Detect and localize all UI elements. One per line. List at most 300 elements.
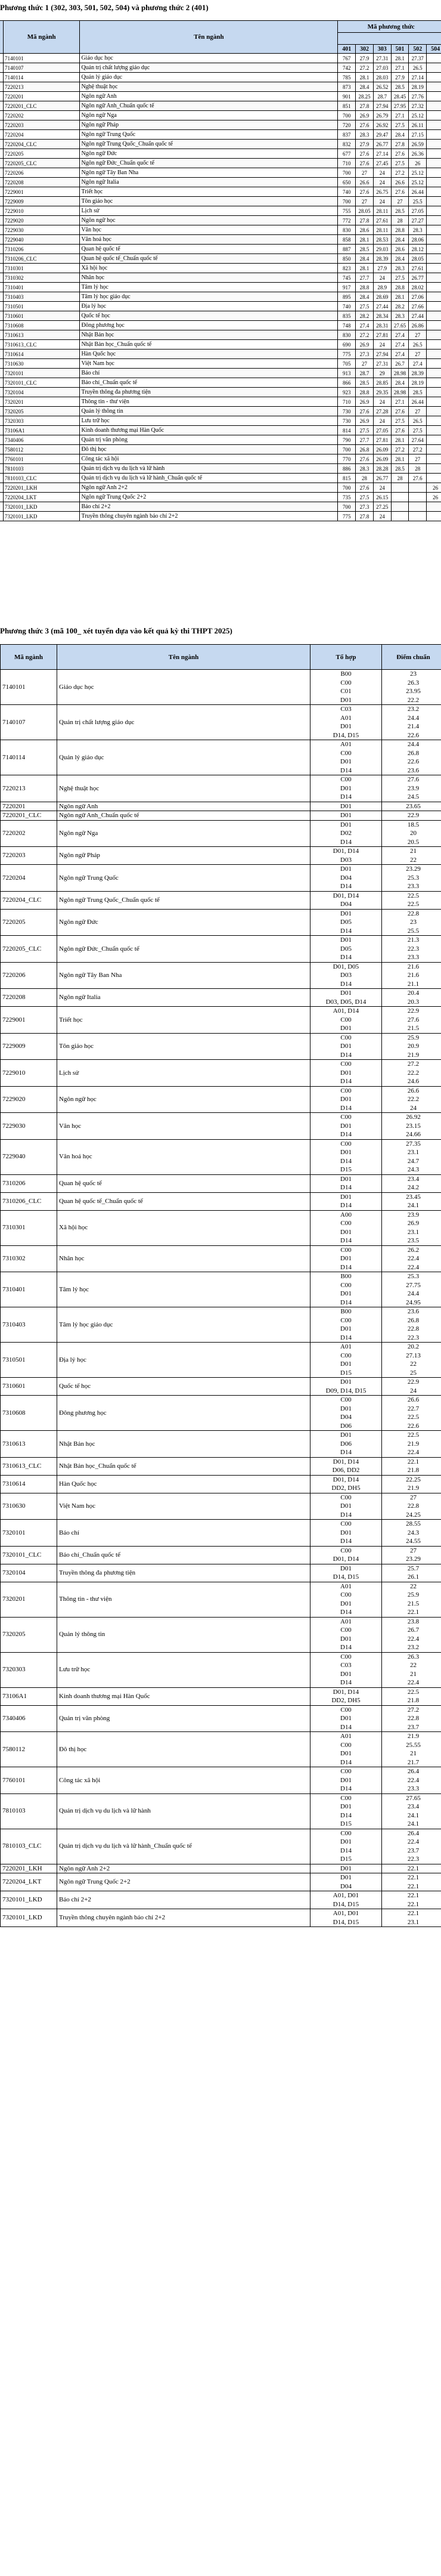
score-cell xyxy=(427,187,441,197)
diem-chuan-value: 27.75 xyxy=(406,1281,421,1289)
to-hop-cell xyxy=(310,1909,382,1927)
to-hop-value: C01 xyxy=(340,688,352,695)
ma-nganh-cell: 7310613_CLC xyxy=(1,1457,57,1475)
score-cell: 24 xyxy=(373,512,391,521)
table-row xyxy=(0,311,441,321)
ma-nganh-cell: 7220208 xyxy=(3,178,80,187)
ten-nganh-cell: Ngôn ngữ Nga xyxy=(80,111,338,120)
ten-nganh-cell: Ngôn ngữ Trung Quốc 2+2 xyxy=(57,1873,310,1891)
header-ma-phuong-thuc: Mã phương thức xyxy=(338,21,441,33)
diem-chuan-value: 26.2 xyxy=(407,1246,420,1254)
score-cell: 27.8 xyxy=(391,140,409,149)
diem-chuan-value: 25.9 xyxy=(407,1034,420,1041)
score-cell: 26.9 xyxy=(356,340,374,350)
table-row xyxy=(0,140,441,149)
to-hop-value: C00 xyxy=(340,1626,352,1634)
ten-nganh-cell: Ngôn ngữ Anh_Chuẩn quốc tế xyxy=(57,811,310,821)
diem-chuan-value: 22.2 xyxy=(407,696,420,704)
ten-nganh-cell: Ngôn ngữ Anh xyxy=(57,802,310,811)
score-cell: 887 xyxy=(338,245,356,254)
table-row xyxy=(0,130,441,140)
header-ten-nganh: Tên ngành xyxy=(57,645,310,670)
to-hop-value: D03 xyxy=(340,856,352,864)
score-cell: 27 xyxy=(409,330,427,340)
score-cell: 29.03 xyxy=(373,245,391,254)
table-row xyxy=(0,512,441,521)
to-hop-value: D06, DD2 xyxy=(332,1467,360,1474)
score-cell: 790 xyxy=(338,435,356,445)
diem-chuan-value: 21.9 xyxy=(407,1440,420,1448)
score-cell xyxy=(427,54,441,63)
to-hop-value: D15 xyxy=(340,1856,352,1863)
score-cell: 27.9 xyxy=(356,54,374,63)
diem-chuan-cell xyxy=(382,1767,441,1794)
table-row xyxy=(0,1139,441,1174)
score-cell: 28.1 xyxy=(391,292,409,302)
diem-chuan-value: 24.4 xyxy=(407,1290,420,1297)
to-hop-value: D01 xyxy=(340,1069,352,1077)
score-cell: 26.59 xyxy=(409,140,427,149)
to-hop-value: C00 xyxy=(340,1794,352,1802)
score-cell: 690 xyxy=(338,340,356,350)
score-cell xyxy=(427,159,441,168)
to-hop-cell xyxy=(310,1687,382,1705)
ma-nganh-cell: 7229020 xyxy=(1,1086,57,1113)
to-hop-value: D14 xyxy=(340,980,352,988)
ma-nganh-cell: 7310403 xyxy=(1,1307,57,1343)
ma-nganh-cell: 7320104 xyxy=(3,388,80,397)
score-cell: 26.6 xyxy=(356,178,374,187)
ten-nganh-cell: Báo chí_Chuẩn quốc tế xyxy=(57,1546,310,1564)
to-hop-value: D01 xyxy=(340,936,352,944)
diem-chuan-cell xyxy=(382,1272,441,1307)
score-cell: 28.7 xyxy=(356,369,374,378)
header-to-hop: Tổ hợp xyxy=(310,645,382,670)
ma-nganh-cell: 7320303 xyxy=(1,1652,57,1687)
diem-chuan-value: 23 xyxy=(410,670,417,678)
score-cell: 27.14 xyxy=(373,149,391,159)
ma-nganh-cell: 7310206_CLC xyxy=(3,254,80,264)
score-cell: 27.81 xyxy=(373,435,391,445)
diem-chuan-cell xyxy=(382,1705,441,1732)
ma-nganh-cell: 7220213 xyxy=(1,775,57,802)
to-hop-cell xyxy=(310,1060,382,1087)
ten-nganh-cell: Công tác xã hội xyxy=(57,1767,310,1794)
score-cell xyxy=(427,292,441,302)
score-cell: 27.94 xyxy=(373,101,391,111)
table-row xyxy=(0,445,441,454)
to-hop-value: D01, D14 xyxy=(333,1688,359,1696)
score-cell: 27.66 xyxy=(409,302,427,311)
diem-chuan-cell xyxy=(382,1192,441,1210)
score-cell: 27.3 xyxy=(356,502,374,512)
score-cell: 28.8 xyxy=(391,283,409,292)
ma-nganh-cell: 7140107 xyxy=(3,63,80,73)
header-code-303: 303 xyxy=(373,45,391,54)
ma-nganh-cell: 7310608 xyxy=(3,321,80,330)
table-row xyxy=(0,254,441,264)
diem-chuan-cell xyxy=(382,1564,441,1582)
diem-chuan-value: 22.5 xyxy=(407,1431,420,1439)
to-hop-value: D01, D14 xyxy=(333,1458,359,1465)
ten-nganh-cell: Quan hệ quốc tế xyxy=(80,245,338,254)
ten-nganh-cell: Văn hoá học xyxy=(80,235,338,245)
to-hop-value: D01 xyxy=(340,1776,352,1784)
to-hop-value: D14 xyxy=(340,1263,352,1271)
to-hop-value: C03 xyxy=(340,1662,352,1669)
table-row xyxy=(0,1652,441,1687)
to-hop-value: C00 xyxy=(340,1829,352,1837)
ma-nganh-cell: 7320205 xyxy=(3,407,80,416)
diem-chuan-value: 22.1 xyxy=(407,1882,420,1890)
diem-chuan-value: 21.6 xyxy=(407,963,420,970)
score-cell: 27.5 xyxy=(391,159,409,168)
table-row xyxy=(0,206,441,216)
score-cell: 28.11 xyxy=(373,225,391,235)
to-hop-value: D01 xyxy=(340,865,352,873)
score-cell: 923 xyxy=(338,388,356,397)
score-cell: 26.92 xyxy=(373,120,391,130)
table-row xyxy=(0,891,441,909)
score-cell: 28.3 xyxy=(409,225,427,235)
diem-chuan-value: 20 xyxy=(410,830,417,837)
to-hop-value: D14 xyxy=(340,954,352,961)
ma-nganh-cell: 7229009 xyxy=(3,197,80,206)
score-cell: 835 xyxy=(338,311,356,321)
ma-nganh-cell: 73106A1 xyxy=(3,426,80,435)
to-hop-value: C00 xyxy=(340,679,352,686)
ten-nganh-cell: Đông phương học xyxy=(80,321,338,330)
ten-nganh-cell: Ngôn ngữ Đức_Chuẩn quốc tế xyxy=(80,159,338,168)
ten-nganh-cell: Ngôn ngữ Anh xyxy=(80,92,338,101)
table-row xyxy=(0,1520,441,1547)
score-cell: 24 xyxy=(373,397,391,407)
score-cell: 27.5 xyxy=(356,493,374,502)
table-row xyxy=(0,330,441,340)
score-cell: 755 xyxy=(338,206,356,216)
score-cell: 28.85 xyxy=(373,378,391,388)
score-cell: 27 xyxy=(391,197,409,206)
table-row xyxy=(0,1396,441,1431)
score-cell xyxy=(409,483,427,493)
to-hop-cell xyxy=(310,1210,382,1245)
diem-chuan-value: 26.9 xyxy=(407,1220,420,1227)
diem-chuan-value: 21.5 xyxy=(407,1025,420,1032)
score-cell: 27.4 xyxy=(391,330,409,340)
ma-nganh-cell: 7310301 xyxy=(3,264,80,273)
score-cell xyxy=(427,140,441,149)
score-cell xyxy=(427,435,441,445)
diem-chuan-value: 21.5 xyxy=(407,1600,420,1607)
diem-chuan-value: 23 xyxy=(410,919,417,926)
to-hop-value: A01 xyxy=(340,741,352,748)
score-cell: 28.4 xyxy=(391,235,409,245)
ma-nganh-cell: 7310601 xyxy=(1,1378,57,1396)
to-hop-value: D14 xyxy=(340,1847,352,1854)
to-hop-value: D01 xyxy=(340,1502,352,1510)
to-hop-value: C00 xyxy=(340,1352,352,1359)
to-hop-value: C00 xyxy=(340,1060,352,1068)
table-row xyxy=(0,1732,441,1767)
diem-chuan-value: 27.65 xyxy=(406,1794,421,1802)
table-row xyxy=(0,416,441,426)
diem-chuan-value: 26.4 xyxy=(407,1829,420,1837)
score-cell xyxy=(427,350,441,359)
to-hop-cell xyxy=(310,1396,382,1431)
table-row xyxy=(0,1378,441,1396)
score-cell xyxy=(427,101,441,111)
to-hop-value: B00 xyxy=(340,670,352,678)
score-cell: 27.6 xyxy=(356,149,374,159)
ten-nganh-cell: Ngôn ngữ học xyxy=(57,1086,310,1113)
score-cell: 24 xyxy=(373,416,391,426)
score-cell: 823 xyxy=(338,264,356,273)
to-hop-value: D01 xyxy=(340,1750,352,1757)
ma-nganh-cell: 7310613_CLC xyxy=(3,340,80,350)
to-hop-value: C00 xyxy=(340,1016,352,1023)
score-cell: 27.2 xyxy=(391,168,409,178)
score-cell: 26.15 xyxy=(373,493,391,502)
diem-chuan-value: 20.5 xyxy=(407,838,420,846)
ten-nganh-cell: Ngôn ngữ Pháp xyxy=(57,847,310,865)
to-hop-value: C00 xyxy=(340,1140,352,1148)
score-cell: 832 xyxy=(338,140,356,149)
to-hop-cell xyxy=(310,1873,382,1891)
score-cell: 27.6 xyxy=(391,407,409,416)
to-hop-cell xyxy=(310,1891,382,1909)
to-hop-cell xyxy=(310,1617,382,1652)
to-hop-value: A01, D14 xyxy=(333,1007,359,1015)
table-row xyxy=(0,292,441,302)
header-code-302: 302 xyxy=(356,45,374,54)
diem-chuan-value: 21 xyxy=(410,1670,417,1678)
to-hop-value: D14 xyxy=(340,1511,352,1519)
diem-chuan-value: 22.9 xyxy=(407,1007,420,1015)
score-cell: 27.15 xyxy=(409,130,427,140)
ten-nganh-cell: Tôn giáo học xyxy=(57,1033,310,1060)
to-hop-value: D14, D15 xyxy=(333,1918,359,1926)
ma-nganh-cell: 7310613 xyxy=(3,330,80,340)
to-hop-value: D14 xyxy=(340,1644,352,1651)
diem-chuan-value: 24.55 xyxy=(406,1538,421,1545)
diem-chuan-cell xyxy=(382,811,441,821)
cutoff-table-methods-1-2 xyxy=(0,20,441,521)
ma-nganh-cell: 7220213 xyxy=(3,82,80,92)
score-cell xyxy=(427,445,441,454)
to-hop-value: D03, D05, D14 xyxy=(325,998,367,1006)
table-row xyxy=(0,1873,441,1891)
ma-nganh-cell: 7310614 xyxy=(3,350,80,359)
table-row xyxy=(0,705,441,740)
score-cell: 26.77 xyxy=(373,140,391,149)
score-cell: 28.4 xyxy=(391,378,409,388)
diem-chuan-value: 22.5 xyxy=(407,892,420,899)
table-row xyxy=(0,1307,441,1343)
to-hop-value: C00 xyxy=(340,1220,352,1227)
diem-chuan-cell xyxy=(382,1343,441,1378)
table-row xyxy=(0,225,441,235)
to-hop-value: D01 xyxy=(340,1122,352,1130)
to-hop-cell xyxy=(310,1829,382,1864)
table-row xyxy=(0,435,441,445)
ten-nganh-cell: Giáo dục học xyxy=(57,670,310,705)
ten-nganh-cell: Ngôn ngữ Tây Ban Nha xyxy=(80,168,338,178)
score-cell: 27.4 xyxy=(391,350,409,359)
score-cell xyxy=(427,388,441,397)
score-cell: 24 xyxy=(373,178,391,187)
to-hop-value: D14 xyxy=(340,1202,352,1209)
diem-chuan-cell xyxy=(382,820,441,847)
ma-nganh-cell: 7310302 xyxy=(3,273,80,283)
to-hop-cell xyxy=(310,1343,382,1378)
header-ma-nganh: Mã ngành xyxy=(1,645,57,670)
diem-chuan-value: 22 xyxy=(410,856,417,864)
to-hop-value: D05 xyxy=(340,919,352,926)
diem-chuan-value: 27.35 xyxy=(406,1140,421,1148)
diem-chuan-value: 27.2 xyxy=(407,1060,420,1068)
ma-nganh-cell: 7220204_CLC xyxy=(1,891,57,909)
diem-chuan-value: 25.55 xyxy=(406,1741,421,1749)
ma-nganh-cell: 7220206 xyxy=(3,168,80,178)
ma-nganh-cell: 7220201 xyxy=(1,802,57,811)
to-hop-value: D01 xyxy=(340,1715,352,1722)
to-hop-value: D01, D14 xyxy=(333,1556,359,1563)
ma-nganh-cell: 7310630 xyxy=(3,359,80,369)
score-cell: 24 xyxy=(373,340,391,350)
to-hop-cell xyxy=(310,1705,382,1732)
to-hop-value: D14 xyxy=(340,1538,352,1545)
table-row xyxy=(0,264,441,273)
score-cell: 27.6 xyxy=(356,483,374,493)
score-cell: 28.05 xyxy=(356,206,374,216)
to-hop-cell xyxy=(310,1086,382,1113)
score-cell xyxy=(427,120,441,130)
to-hop-value: D03 xyxy=(340,972,352,979)
diem-chuan-cell xyxy=(382,1307,441,1343)
to-hop-value: D15 xyxy=(340,1369,352,1377)
score-cell: 27.31 xyxy=(373,359,391,369)
to-hop-value: D04 xyxy=(340,1414,352,1421)
score-cell: 27.64 xyxy=(409,435,427,445)
to-hop-value: D01 xyxy=(340,821,352,828)
score-cell: 27 xyxy=(409,350,427,359)
to-hop-value: D14 xyxy=(340,1609,352,1616)
diem-chuan-value: 22.25 xyxy=(406,1476,421,1483)
ma-nganh-cell: 7320101_LKD xyxy=(3,502,80,512)
diem-chuan-cell xyxy=(382,1909,441,1927)
to-hop-value: D14 xyxy=(340,1157,352,1165)
diem-chuan-cell xyxy=(382,1873,441,1891)
to-hop-cell xyxy=(310,740,382,775)
score-cell: 28.39 xyxy=(409,369,427,378)
score-cell xyxy=(427,407,441,416)
score-cell: 886 xyxy=(338,464,356,474)
score-cell xyxy=(427,206,441,216)
score-cell: 27 xyxy=(409,407,427,416)
ma-nganh-cell: 7580112 xyxy=(3,445,80,454)
to-hop-value: D01 xyxy=(340,910,352,917)
diem-chuan-cell xyxy=(382,1396,441,1431)
to-hop-value: D14 xyxy=(340,1723,352,1731)
diem-chuan-value: 22.9 xyxy=(407,812,420,819)
to-hop-value: D14 xyxy=(340,1298,352,1306)
table-row xyxy=(0,1767,441,1794)
diem-chuan-cell xyxy=(382,962,441,989)
diem-chuan-value: 27.6 xyxy=(407,1016,420,1023)
score-cell xyxy=(427,512,441,521)
to-hop-value: D01 xyxy=(340,802,352,810)
diem-chuan-value: 22 xyxy=(410,1662,417,1669)
diem-chuan-value: 24.3 xyxy=(407,1529,420,1536)
score-cell: 26.09 xyxy=(373,454,391,464)
score-cell: 28.03 xyxy=(373,73,391,82)
ten-nganh-cell: Xã hội học xyxy=(57,1210,310,1245)
diem-chuan-value: 24.4 xyxy=(407,714,420,722)
ten-nganh-cell: Nhân học xyxy=(57,1245,310,1272)
to-hop-value: D01, D14 xyxy=(333,1476,359,1483)
score-cell: 28.69 xyxy=(373,292,391,302)
score-cell: 28.1 xyxy=(391,435,409,445)
diem-chuan-value: 26.6 xyxy=(407,1396,420,1403)
score-cell: 873 xyxy=(338,82,356,92)
diem-chuan-value: 25 xyxy=(410,1369,417,1377)
ten-nganh-cell: Quản lý thông tin xyxy=(57,1617,310,1652)
score-cell xyxy=(427,397,441,407)
table-row xyxy=(0,1582,441,1617)
ma-nganh-cell: 7310614 xyxy=(1,1475,57,1493)
table-row xyxy=(0,775,441,802)
to-hop-value: A01 xyxy=(340,1618,352,1625)
to-hop-cell xyxy=(310,1307,382,1343)
score-cell: 26.7 xyxy=(391,359,409,369)
to-hop-value: C00 xyxy=(340,1768,352,1775)
table-row xyxy=(0,464,441,474)
ma-nganh-cell: 7310403 xyxy=(3,292,80,302)
ma-nganh-cell: 7220202 xyxy=(3,111,80,120)
diem-chuan-cell xyxy=(382,909,441,936)
score-cell xyxy=(427,273,441,283)
to-hop-value: D14, D15 xyxy=(333,1573,359,1581)
table-row xyxy=(0,1192,441,1210)
table1-body xyxy=(0,54,441,521)
score-cell xyxy=(409,512,427,521)
table-row xyxy=(0,1457,441,1475)
to-hop-value: D14 xyxy=(340,1078,352,1085)
to-hop-cell xyxy=(310,1007,382,1034)
diem-chuan-value: 21.9 xyxy=(407,1051,420,1059)
ten-nganh-cell: Nghệ thuật học xyxy=(57,775,310,802)
score-cell: 28.1 xyxy=(356,73,374,82)
to-hop-value: D14 xyxy=(340,1051,352,1059)
diem-chuan-value: 22.3 xyxy=(407,1856,420,1863)
diem-chuan-cell xyxy=(382,705,441,740)
diem-chuan-value: 23.4 xyxy=(407,1175,420,1183)
ma-nganh-cell: 7220206 xyxy=(1,962,57,989)
ma-nganh-cell: 7229020 xyxy=(3,216,80,225)
ten-nganh-cell: Quản trị chất lượng giáo dục xyxy=(57,705,310,740)
table-row xyxy=(0,197,441,206)
to-hop-value: D01, D05 xyxy=(333,963,359,970)
table-row xyxy=(0,820,441,847)
header-ma-nganh: Mã ngành xyxy=(3,21,80,54)
to-hop-cell xyxy=(310,670,382,705)
table-row xyxy=(0,1245,441,1272)
score-cell: 27.6 xyxy=(356,407,374,416)
table-row xyxy=(0,847,441,865)
diem-chuan-value: 27 xyxy=(410,1547,417,1554)
ten-nganh-cell: Đông phương học xyxy=(57,1396,310,1431)
diem-chuan-value: 22.8 xyxy=(407,1715,420,1722)
